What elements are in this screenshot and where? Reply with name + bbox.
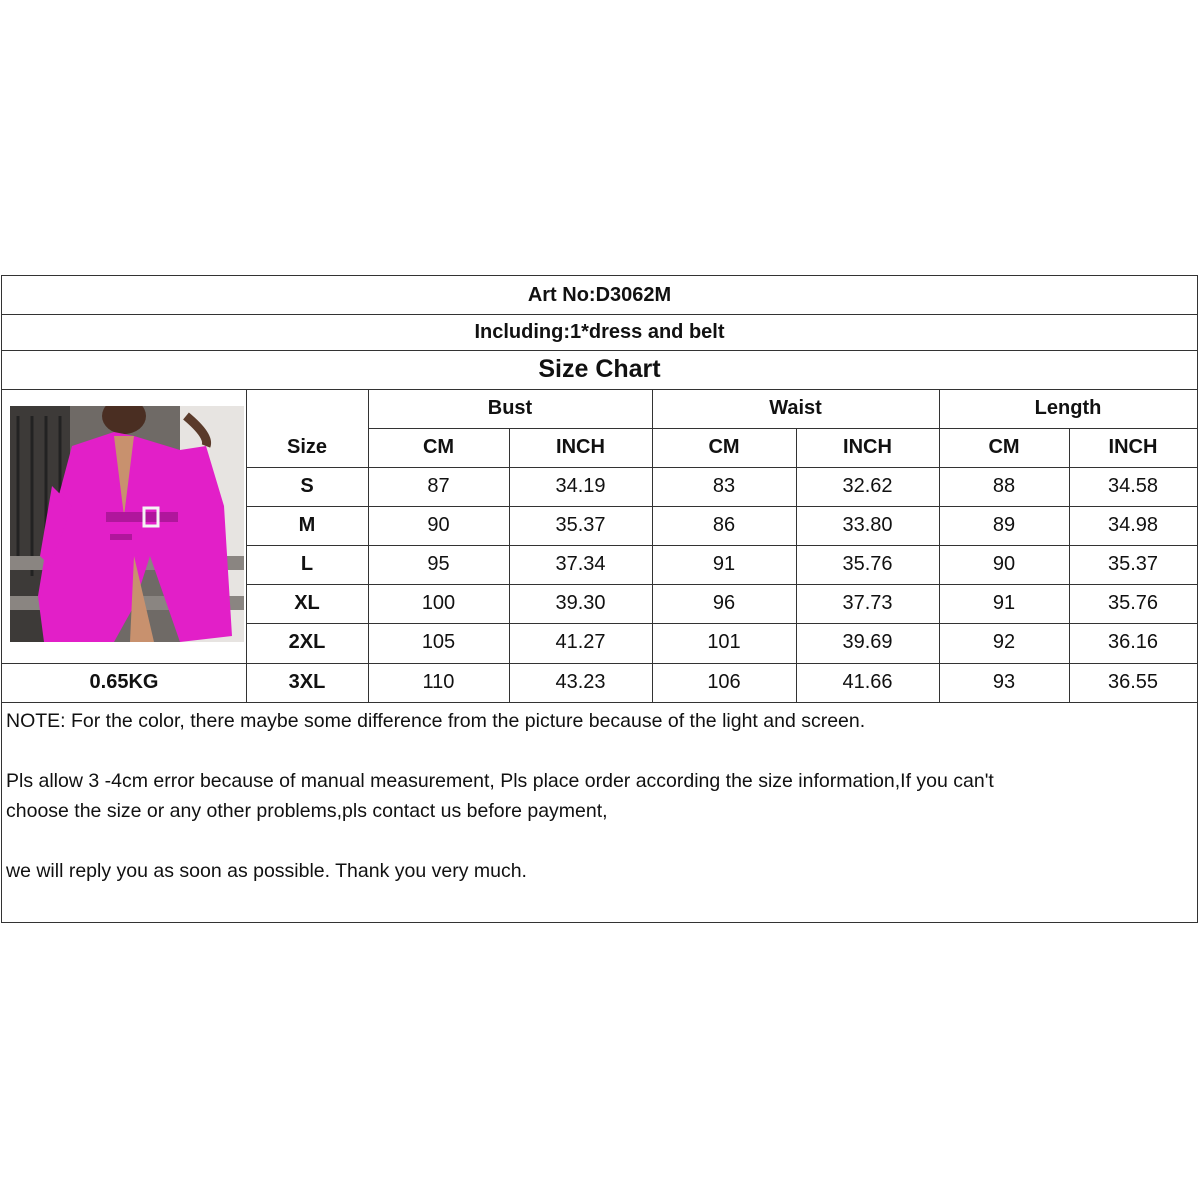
package-weight: 0.65KG bbox=[89, 671, 159, 693]
cell-waist-inch: 35.76 bbox=[842, 553, 893, 575]
cell-length-inch: 34.58 bbox=[1107, 475, 1159, 497]
unit-waist-inch: INCH bbox=[843, 436, 892, 458]
cell-waist-inch: 37.73 bbox=[842, 592, 893, 614]
cell-length-inch: 36.55 bbox=[1107, 671, 1159, 693]
size-chart-title: Size Chart bbox=[538, 355, 661, 383]
group-length: Length bbox=[1034, 397, 1102, 419]
unit-length-inch: INCH bbox=[1108, 436, 1158, 458]
unit-waist-cm: CM bbox=[708, 436, 740, 458]
note-error-line1: Pls allow 3 -4cm error because of manual measurement, Pls place order according the size information,If you can't bbox=[6, 770, 994, 792]
size-header: Size bbox=[286, 436, 328, 458]
cell-size: M bbox=[298, 514, 316, 536]
cell-waist-cm: 83 bbox=[712, 475, 736, 497]
cell-bust-inch: 37.34 bbox=[555, 553, 606, 575]
cell-waist-cm: 106 bbox=[707, 671, 741, 693]
cell-bust-cm: 110 bbox=[422, 671, 455, 693]
group-bust: Bust bbox=[487, 397, 533, 419]
cell-length-cm: 90 bbox=[992, 553, 1016, 575]
cell-bust-cm: 100 bbox=[421, 592, 456, 614]
cell-size: L bbox=[300, 553, 314, 575]
cell-bust-inch: 43.23 bbox=[555, 671, 606, 693]
dress-photo bbox=[10, 406, 244, 642]
cell-length-inch: 35.37 bbox=[1107, 553, 1159, 575]
cell-size: S bbox=[300, 475, 314, 497]
note-error-line2: choose the size or any other problems,pls contact us before payment, bbox=[6, 800, 608, 822]
cell-length-cm: 92 bbox=[992, 631, 1016, 653]
cell-bust-cm: 105 bbox=[421, 631, 456, 653]
unit-bust-inch: INCH bbox=[556, 436, 605, 458]
unit-length-cm: CM bbox=[988, 436, 1020, 458]
dress-photo-illustration bbox=[10, 406, 244, 642]
cell-waist-cm: 96 bbox=[712, 592, 736, 614]
cell-waist-cm: 91 bbox=[712, 553, 736, 575]
cell-bust-inch: 35.37 bbox=[555, 514, 606, 536]
cell-bust-cm: 87 bbox=[427, 475, 450, 497]
cell-length-cm: 88 bbox=[992, 475, 1016, 497]
notes bbox=[6, 706, 1191, 886]
cell-waist-inch: 33.80 bbox=[842, 514, 893, 536]
cell-waist-inch: 41.66 bbox=[842, 671, 893, 693]
cell-bust-cm: 95 bbox=[427, 553, 450, 575]
cell-size: XL bbox=[294, 592, 320, 614]
cell-length-cm: 89 bbox=[992, 514, 1016, 536]
unit-bust-cm: CM bbox=[422, 436, 455, 458]
cell-waist-cm: 86 bbox=[712, 514, 736, 536]
note-reply: we will reply you as soon as possible. Thank you very much. bbox=[6, 860, 527, 882]
cell-waist-inch: 32.62 bbox=[842, 475, 893, 497]
cell-size: 2XL bbox=[288, 631, 326, 653]
cell-length-inch: 35.76 bbox=[1107, 592, 1159, 614]
cell-bust-cm: 90 bbox=[427, 514, 450, 536]
note-color: NOTE: For the color, there maybe some difference from the picture because of the light and screen. bbox=[6, 710, 866, 732]
cell-waist-inch: 39.69 bbox=[842, 631, 893, 653]
cell-length-inch: 34.98 bbox=[1107, 514, 1159, 536]
cell-size: 3XL bbox=[288, 671, 326, 693]
group-waist: Waist bbox=[769, 397, 822, 419]
cell-bust-inch: 34.19 bbox=[555, 475, 606, 497]
including-line: Including:1*dress and belt bbox=[474, 320, 725, 343]
cell-bust-inch: 39.30 bbox=[555, 592, 606, 614]
cell-length-cm: 91 bbox=[992, 592, 1016, 614]
cell-length-cm: 93 bbox=[992, 671, 1016, 693]
cell-waist-cm: 101 bbox=[707, 631, 741, 653]
size-chart-sheet bbox=[1, 275, 1198, 923]
cell-length-inch: 36.16 bbox=[1107, 631, 1159, 653]
art-number: Art No:D3062M bbox=[527, 283, 672, 306]
cell-bust-inch: 41.27 bbox=[555, 631, 606, 653]
